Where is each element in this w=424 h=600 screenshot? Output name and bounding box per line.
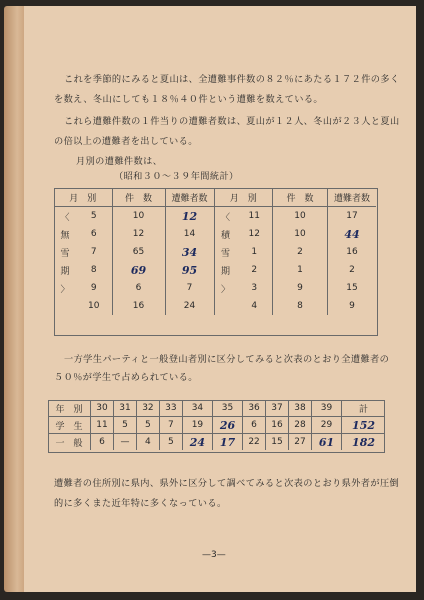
header-month-left: 月 別 [54,188,112,207]
paragraph2-line2: の倍以上の遭難者を出している。 [54,136,198,147]
season-label: 積 [220,230,230,241]
header-month-right: 月 別 [214,188,273,207]
general-row [48,434,385,451]
season-label [54,297,76,315]
count-cell: 16 [112,297,165,315]
year-cell: 33 [159,400,182,417]
general-cell: 4 [136,434,159,451]
season-label: 〈 [220,212,230,223]
general-cell: — [113,434,136,451]
victims-cell: 14 [165,225,214,243]
student-cell: 11 [91,417,114,434]
year-cell: 39 [311,400,341,417]
month-cell: 11 [237,207,273,226]
count-cell: 9 [273,279,328,297]
header-count-left: 件 数 [112,188,165,207]
victims-cell: 7 [165,279,214,297]
month-cell: 10 [76,297,112,315]
page-number: —3— [202,550,226,560]
count-cell: 1 [273,261,328,279]
month-cell: 1 [237,243,273,261]
season-label: 期 [220,266,230,277]
paragraph1-line1: これを季節的にみると夏山は、全遭難事件数の８２％にあたる１７２件の多く [64,74,400,85]
season-label: 〉 [60,284,70,295]
student-cell: 28 [289,417,312,434]
month-cell: 4 [237,297,273,315]
student-total: 152 [342,417,385,434]
table-row [54,297,376,315]
general-cell: 24 [182,434,212,451]
header-victims-right: 遭難者数 [328,188,377,207]
student-cell: 16 [266,417,289,434]
count-cell: 10 [273,207,328,226]
general-cell: 17 [212,434,242,451]
table-row [54,207,376,226]
paragraph3-line1: 一方学生パーティと一般登山者別に区分してみると次表のとおり全遭難者の [64,354,390,365]
victims-cell: 34 [165,243,214,261]
victims-cell: 16 [346,247,358,257]
count-cell: 2 [273,243,328,261]
monthly-caption: （昭和３０〜３９年間統計） [114,171,239,182]
student-cell: 26 [212,417,242,434]
year-cell: 36 [243,400,266,417]
header-count-right: 件 数 [273,188,328,207]
victims-cell: 12 [165,207,214,226]
year-header-label: 年 別 [48,400,91,417]
student-label: 学 生 [48,417,91,434]
season-label: 雪 [220,248,230,259]
year-total-header: 計 [342,400,385,417]
month-cell: 7 [76,243,112,261]
season-label: 雪 [60,248,70,259]
student-cell: 7 [159,417,182,434]
general-cell: 61 [311,434,341,451]
year-cell: 35 [212,400,242,417]
victims-cell: 24 [165,297,214,315]
year-cell: 30 [91,400,114,417]
season-label [214,297,237,315]
table-row [54,261,376,279]
paragraph1-line2: を数え、冬山にしても１８％４０件という遭難を数えている。 [54,94,324,105]
count-cell: 12 [112,225,165,243]
general-cell: 15 [266,434,289,451]
paragraph2-line1: これら遭難件数の１件当りの遭難者数は、夏山が１２人、冬山が２３人と夏山 [64,116,400,127]
student-cell: 6 [243,417,266,434]
month-cell: 2 [237,261,273,279]
paragraph3-line2: ５０％が学生で占められている。 [54,372,198,383]
header-victims-left: 遭難者数 [165,188,214,207]
student-cell: 5 [136,417,159,434]
victims-cell: 9 [349,301,355,311]
table-row [54,279,376,297]
count-cell: 69 [112,261,165,279]
general-label: 一 般 [48,434,91,451]
victims-cell: 95 [165,261,214,279]
month-cell: 5 [76,207,112,226]
general-cell: 5 [159,434,182,451]
season-label: 〈 [60,212,70,223]
student-cell: 5 [113,417,136,434]
paragraph4-line1: 遭難者の住所別に県内、県外に区分して調べてみると次表のとおり県外者が圧倒 [54,478,400,489]
count-cell: 8 [273,297,328,315]
document-page [24,6,416,592]
year-cell: 32 [136,400,159,417]
count-cell: 6 [112,279,165,297]
student-cell: 19 [182,417,212,434]
general-total: 182 [352,435,376,449]
season-label: 期 [60,266,70,277]
season-label: 〉 [220,284,230,295]
victims-cell: 17 [346,211,358,221]
month-cell: 8 [76,261,112,279]
month-cell: 9 [76,279,112,297]
month-cell: 6 [76,225,112,243]
count-cell: 65 [112,243,165,261]
student-cell: 29 [311,417,341,434]
count-cell: 10 [112,207,165,226]
student-row [48,417,385,434]
paragraph4-line2: 的に多くまた近年特に多くなっている。 [54,498,227,509]
general-cell: 6 [91,434,114,451]
year-cell: 31 [113,400,136,417]
year-cell: 38 [289,400,312,417]
table-row [54,225,376,243]
count-cell: 10 [273,225,328,243]
monthly-header-row [54,188,376,207]
victims-cell: 15 [346,283,358,293]
victims-cell: 2 [349,265,355,275]
monthly-table [54,188,376,315]
month-cell: 3 [237,279,273,297]
book-spine [4,6,26,592]
year-header-row [48,400,385,417]
season-label: 無 [60,230,70,241]
year-cell: 34 [182,400,212,417]
general-cell: 22 [243,434,266,451]
year-table [48,400,385,450]
table-row [54,243,376,261]
month-cell: 12 [237,225,273,243]
year-cell: 37 [266,400,289,417]
monthly-intro: 月別の遭難件数は、 [76,156,163,167]
general-cell: 27 [289,434,312,451]
victims-cell: 44 [344,227,360,241]
